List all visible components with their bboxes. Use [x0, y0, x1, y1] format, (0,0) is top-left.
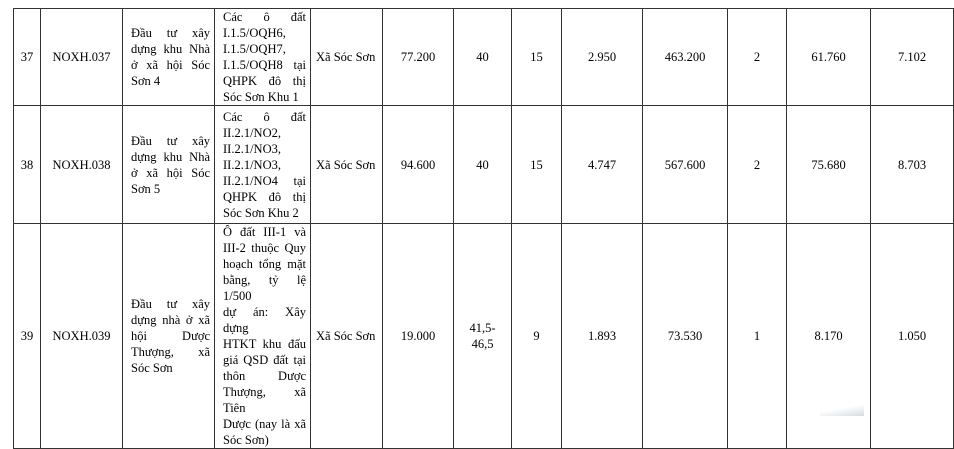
- value-cell-12: [871, 224, 954, 449]
- project-name-line: Thượng, xã: [131, 345, 210, 359]
- value-cell-9: [643, 224, 728, 449]
- project-name-line: Sóc Sơn: [131, 361, 173, 375]
- project-location-line: Sóc Sơn): [223, 433, 269, 447]
- floors-cell: [512, 106, 562, 224]
- value-cell-8: [562, 224, 643, 449]
- area-cell: [383, 106, 454, 224]
- project-location-line: II.2.1/NO3,: [223, 157, 281, 172]
- area-cell: [383, 9, 454, 106]
- project-name-line: Sơn 4: [131, 74, 161, 88]
- value-12-line: 7.102: [897, 50, 927, 64]
- height-line: 40: [476, 50, 489, 64]
- project-location-line: II.2.1/NO2,: [223, 125, 281, 140]
- project-location-line: II.2.1/NO3,: [223, 141, 281, 156]
- value-9-line: 463.200: [664, 50, 706, 64]
- project-name-cell: [123, 106, 215, 224]
- project-name-line: Đầu tư xây: [131, 133, 210, 148]
- project-location-line: HTKT khu đấu: [223, 337, 306, 351]
- page-fold-shadow: [820, 404, 864, 416]
- value-cell-11: [787, 9, 871, 106]
- table-body: [14, 9, 954, 449]
- project-location-line: dự án: Xây dựng: [223, 305, 306, 335]
- height-cell: [454, 224, 512, 449]
- area-line: 77.200: [400, 50, 436, 64]
- value-9-line: 73.530: [667, 329, 703, 343]
- area-line: 94.600: [400, 157, 436, 172]
- height-line: 40: [476, 157, 489, 172]
- row-number-line: 39: [20, 329, 34, 343]
- area-line: 19.000: [400, 329, 436, 343]
- value-11-line: 61.760: [811, 50, 846, 64]
- project-location-line: thôn Dược: [223, 369, 306, 383]
- floors-cell: [512, 224, 562, 449]
- table-row: [14, 224, 954, 449]
- project-location-line: III-2 thuộc Quy: [223, 241, 306, 255]
- value-10-line: 2: [753, 50, 761, 64]
- row-number-line: 37: [20, 50, 34, 64]
- project-location-line: I.1.5/OQH7,: [223, 42, 286, 56]
- project-location-line: Các ô đất: [223, 109, 306, 124]
- value-10-line: 2: [753, 157, 761, 172]
- value-cell-12: [871, 9, 954, 106]
- project-name-line: dựng khu Nhà: [131, 149, 210, 164]
- value-8-line: 4.747: [587, 157, 617, 172]
- project-location-line: hoạch tổng mặt: [223, 257, 306, 271]
- project-location-line: QHPK đô thị: [223, 74, 306, 88]
- row-number-cell: [14, 224, 41, 449]
- value-cell-9: [643, 106, 728, 224]
- project-location-line: bằng, tỷ lệ 1/500: [223, 273, 306, 303]
- height-cell: [454, 106, 512, 224]
- row-number-cell: [14, 106, 41, 224]
- commune-cell: [311, 224, 383, 449]
- height-cell: [454, 9, 512, 106]
- row-number-line: 38: [20, 157, 34, 172]
- area-cell: [383, 224, 454, 449]
- project-code-line: NOXH.039: [52, 329, 111, 343]
- project-location-line: QHPK đô thị: [223, 189, 306, 204]
- project-location-line: Thượng, xã Tiên: [223, 385, 306, 415]
- value-12-line: 1.050: [897, 329, 927, 343]
- floors-line: 9: [533, 329, 540, 343]
- project-name-line: Đầu tư xây: [131, 26, 210, 40]
- housing-projects-table: [13, 8, 954, 449]
- project-location-line: I.1.5/OQH8 tại: [223, 58, 306, 72]
- project-location-line: Sóc Sơn Khu 2: [223, 205, 299, 220]
- value-11-line: 75.680: [811, 157, 846, 172]
- project-location-cell: [215, 9, 311, 106]
- project-name-line: Sơn 5: [131, 181, 161, 196]
- value-cell-8: [562, 106, 643, 224]
- value-cell-8: [562, 9, 643, 106]
- height-line: 41,5-: [469, 321, 496, 335]
- value-cell-12: [871, 106, 954, 224]
- project-location-line: II.2.1/NO4 tại: [223, 173, 306, 188]
- project-name-cell: [123, 224, 215, 449]
- project-location-line: Các ô đất: [223, 10, 306, 24]
- value-cell-11: [787, 106, 871, 224]
- project-location-cell: [215, 224, 311, 449]
- table-row: [14, 106, 954, 224]
- commune-cell: [311, 9, 383, 106]
- value-9-line: 567.600: [664, 157, 706, 172]
- floors-cell: [512, 9, 562, 106]
- project-name-line: hội Dược: [131, 329, 210, 343]
- value-11-line: 8.170: [814, 329, 843, 343]
- project-name-line: ở xã hội Sóc: [131, 58, 210, 72]
- commune-cell: [311, 106, 383, 224]
- project-code-line: NOXH.038: [52, 157, 111, 172]
- project-location-line: Ô đất III-1 và: [223, 225, 306, 239]
- height-line: 46,5: [471, 337, 494, 351]
- value-8-line: 2.950: [587, 50, 617, 64]
- value-cell-10: [728, 224, 787, 449]
- commune-line: Xã Sóc Sơn: [316, 50, 376, 64]
- floors-line: 15: [530, 50, 543, 64]
- project-location-line: I.1.5/OQH6,: [223, 26, 286, 40]
- value-10-line: 1: [753, 329, 761, 343]
- value-12-line: 8.703: [897, 157, 927, 172]
- value-cell-10: [728, 9, 787, 106]
- project-name-line: Đầu tư xây: [131, 297, 210, 311]
- project-code-cell: [41, 106, 123, 224]
- commune-line: Xã Sóc Sơn: [316, 157, 376, 172]
- value-8-line: 1.893: [587, 329, 617, 343]
- project-location-line: Dược (nay là xã: [223, 417, 306, 431]
- project-name-line: ở xã hội Sóc: [131, 165, 210, 180]
- row-number-cell: [14, 9, 41, 106]
- project-code-line: NOXH.037: [52, 50, 111, 64]
- project-location-cell: [215, 106, 311, 224]
- project-name-cell: [123, 9, 215, 106]
- project-code-cell: [41, 224, 123, 449]
- table-row: [14, 9, 954, 106]
- floors-line: 15: [530, 157, 543, 172]
- value-cell-9: [643, 9, 728, 106]
- project-name-line: dựng khu Nhà: [131, 42, 210, 56]
- project-code-cell: [41, 9, 123, 106]
- commune-line: Xã Sóc Sơn: [316, 329, 376, 343]
- project-location-line: Sóc Sơn Khu 1: [223, 90, 299, 104]
- project-location-line: giá QSD đất tại: [223, 353, 306, 367]
- value-cell-10: [728, 106, 787, 224]
- project-name-line: dựng nhà ở xã: [131, 313, 210, 327]
